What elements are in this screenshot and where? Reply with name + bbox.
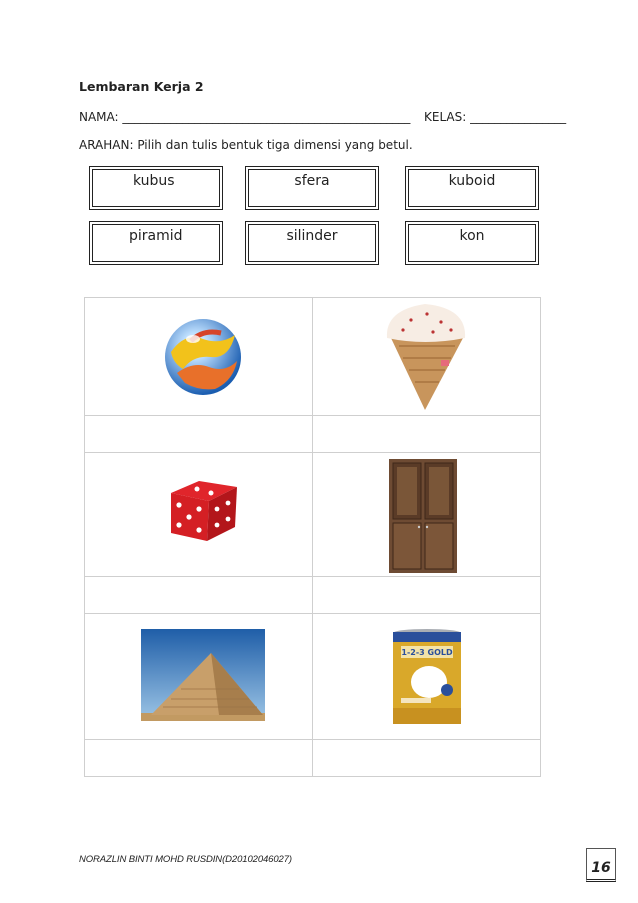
word-label: silinder — [248, 224, 376, 262]
pyramid-image — [141, 629, 265, 721]
word-label: kubus — [92, 169, 220, 207]
word-label: sfera — [248, 169, 376, 207]
cell-pyramid — [85, 614, 313, 740]
word-box-piramid — [89, 221, 223, 265]
word-label: kon — [408, 224, 536, 262]
cell-marble — [85, 298, 313, 416]
kelas-field[interactable]: KELAS: ________________ — [424, 110, 567, 124]
tin-label: 1-2-3 GOLD — [401, 648, 453, 657]
word-box-kubus — [89, 166, 223, 210]
word-label: kuboid — [408, 169, 536, 207]
footer-author: NORAZLIN BINTI MOHD RUSDIN(D20102046027) — [79, 854, 292, 865]
answer-cell-2[interactable] — [313, 416, 541, 453]
nama-field[interactable]: NAMA: ________________________________________________ — [79, 110, 411, 124]
page-number: 16 — [586, 848, 616, 882]
picture-grid — [84, 297, 541, 777]
word-box-kuboid — [405, 166, 539, 210]
word-box-sfera — [245, 166, 379, 210]
word-box-silinder — [245, 221, 379, 265]
marble-image — [163, 317, 243, 397]
instruction-text: ARAHAN: Pilih dan tulis bentuk tiga dimensi yang betul. — [79, 138, 413, 152]
cell-dice — [85, 453, 313, 577]
answer-cell-5[interactable] — [85, 740, 313, 777]
answer-cell-3[interactable] — [85, 577, 313, 614]
wooden-cabinet-image — [387, 457, 459, 575]
answer-cell-6[interactable] — [313, 740, 541, 777]
answer-cell-1[interactable] — [85, 416, 313, 453]
cell-ice-cream — [313, 298, 541, 416]
cell-cabinet — [313, 453, 541, 577]
worksheet-title: Lembaran Kerja 2 — [79, 79, 204, 94]
cell-milk-can — [313, 614, 541, 740]
word-box-kon — [405, 221, 539, 265]
word-label: piramid — [92, 224, 220, 262]
red-dice-image — [165, 475, 243, 545]
milk-tin-image — [391, 628, 463, 728]
answer-cell-4[interactable] — [313, 577, 541, 614]
ice-cream-cone-image — [381, 300, 471, 412]
